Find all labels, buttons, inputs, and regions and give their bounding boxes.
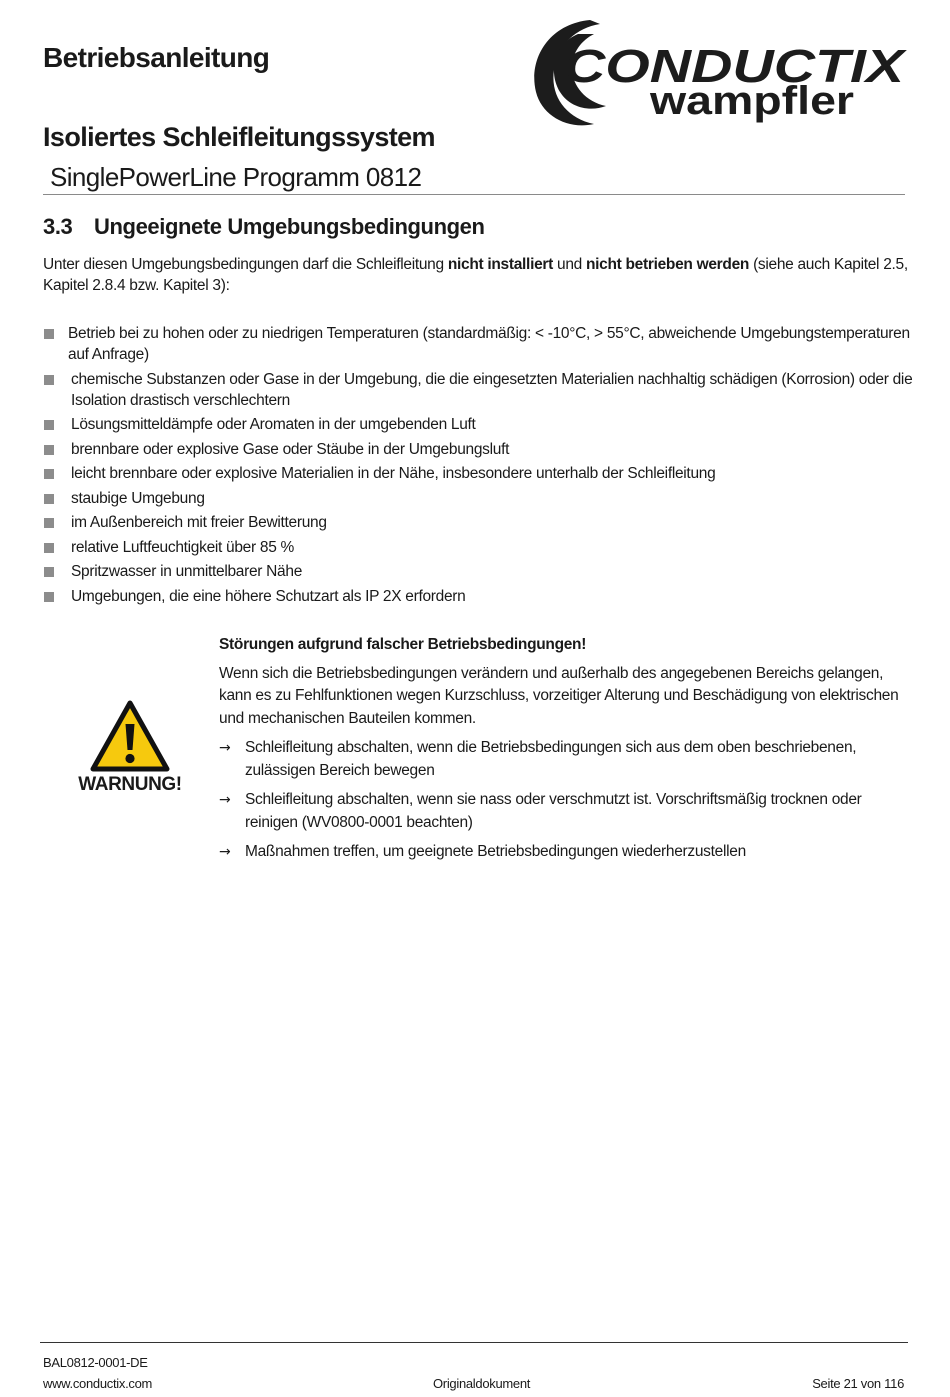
arrow-right-icon: → (219, 844, 231, 860)
intro-paragraph (43, 254, 913, 296)
intro-text: und (553, 256, 586, 273)
document-title: Isoliertes Schleifleitungssystem (43, 122, 435, 152)
list-item-text: brennbare oder explosive Gase oder Stäube in der Umgebungsluft (71, 440, 510, 458)
list-item (219, 841, 899, 864)
warning-text: Wenn sich die Betriebsbedingungen verändern und außerhalb des angegebenen Bereichs gelangen, kann es zu Fehlfunktionen wegen Kurzschluss, vorzeitiger Alterung und Beschädigung von elektrischen und mechanischen Bauteilen kommen. (219, 664, 899, 727)
list-item (219, 789, 899, 834)
warning-triangle-icon (90, 700, 170, 772)
list-item (43, 439, 913, 460)
list-item (43, 512, 913, 533)
conductix-wampfler-logo (528, 12, 908, 137)
section-heading (43, 214, 485, 240)
bullet-square-icon (44, 567, 54, 577)
footer-divider (40, 1342, 908, 1343)
bullet-square-icon (44, 420, 54, 430)
list-item-text: relative Luftfeuchtigkeit über 85 % (71, 538, 294, 556)
list-item-text: im Außenbereich mit freier Bewitterung (71, 514, 327, 531)
bullet-square-icon (44, 469, 54, 479)
footer-doc-number: BAL0812-0001-DE (43, 1355, 148, 1370)
list-item (43, 323, 913, 365)
bullet-square-icon (44, 445, 54, 455)
logo-wordmark-conductix: CONDUCTIX (564, 40, 907, 92)
document-type: Betriebsanleitung (43, 42, 270, 73)
list-item (43, 561, 913, 582)
list-item (43, 488, 913, 509)
list-item (43, 369, 913, 411)
footer-website-link[interactable]: www.conductix.com (43, 1376, 153, 1391)
section-number: 3.3 (43, 214, 73, 239)
arrow-right-icon: → (219, 740, 231, 756)
action-text: Maßnahmen treffen, um geeignete Betriebsbedingungen wiederherzustellen (245, 843, 746, 860)
action-text: Schleifleitung abschalten, wenn sie nass oder verschmutzt ist. Vorschriftsmäßig trocknen oder reinigen (WV0800-0001 beachten) (245, 791, 862, 831)
bullet-square-icon (44, 329, 54, 339)
warning-box (219, 634, 899, 871)
bullet-square-icon (44, 518, 54, 528)
bullet-square-icon (44, 375, 54, 385)
logo-wordmark-wampfler: wampfler (648, 79, 854, 123)
list-item-text: Lösungsmitteldämpfe oder Aromaten in der umgebenden Luft (71, 416, 476, 433)
list-item-text: Spritzwasser in unmittelbarer Nähe (71, 563, 303, 580)
list-item (219, 737, 899, 782)
list-item (43, 537, 913, 558)
arrow-right-icon: → (219, 792, 231, 808)
list-item-text: Umgebungen, die eine höhere Schutzart als IP 2X erfordern (71, 587, 466, 605)
section-title: Ungeeignete Umgebungsbedingungen (94, 214, 485, 239)
bullet-square-icon (44, 592, 54, 602)
footer-original-label: Originaldokument (433, 1376, 531, 1391)
warning-actions-list (219, 737, 899, 864)
list-item-text: Betrieb bei zu hohen oder zu niedrigen Temperaturen (standardmäßig: < -10°C, > 55°C, abweichende Umgebungstemperaturen auf Anfrage) (68, 325, 910, 363)
list-item-text: staubige Umgebung (71, 489, 205, 507)
list-item-text: leicht brennbare oder explosive Materialien in der Nähe, insbesondere unterhalb der Schleifleitung (71, 465, 716, 482)
bullet-square-icon (44, 494, 54, 504)
intro-emphasis-operated: nicht betrieben werden (585, 256, 750, 273)
warning-label: WARNUNG! (78, 774, 182, 795)
document-subtitle: SinglePowerLine Programm 0812 (50, 162, 422, 192)
action-text: Schleifleitung abschalten, wenn die Betriebsbedingungen sich aus dem oben beschriebenen, zulässigen Bereich bewegen (245, 739, 857, 779)
intro-text: Unter diesen Umgebungsbedingungen darf die Schleifleitung (43, 256, 448, 273)
bullet-square-icon (44, 543, 54, 553)
list-item (43, 463, 913, 484)
list-item (43, 414, 913, 435)
warning-title: Störungen aufgrund falscher Betriebsbedingungen! (219, 636, 587, 653)
intro-emphasis-installed: nicht installiert (447, 256, 553, 273)
unsuitable-conditions-list (43, 323, 913, 610)
list-item (43, 586, 913, 607)
intro-text: (siehe auch Kapitel 2.5, Kapitel 2.8.4 bzw. Kapitel 3): (43, 256, 908, 294)
header-divider (43, 194, 905, 195)
list-item-text: chemische Substanzen oder Gase in der Umgebung, die die eingesetzten Materialien nachhaltig schädigen (Korrosion) oder die Isolation drastisch verschlechtern (71, 370, 913, 409)
footer-page-number: Seite 21 von 116 (812, 1376, 904, 1391)
